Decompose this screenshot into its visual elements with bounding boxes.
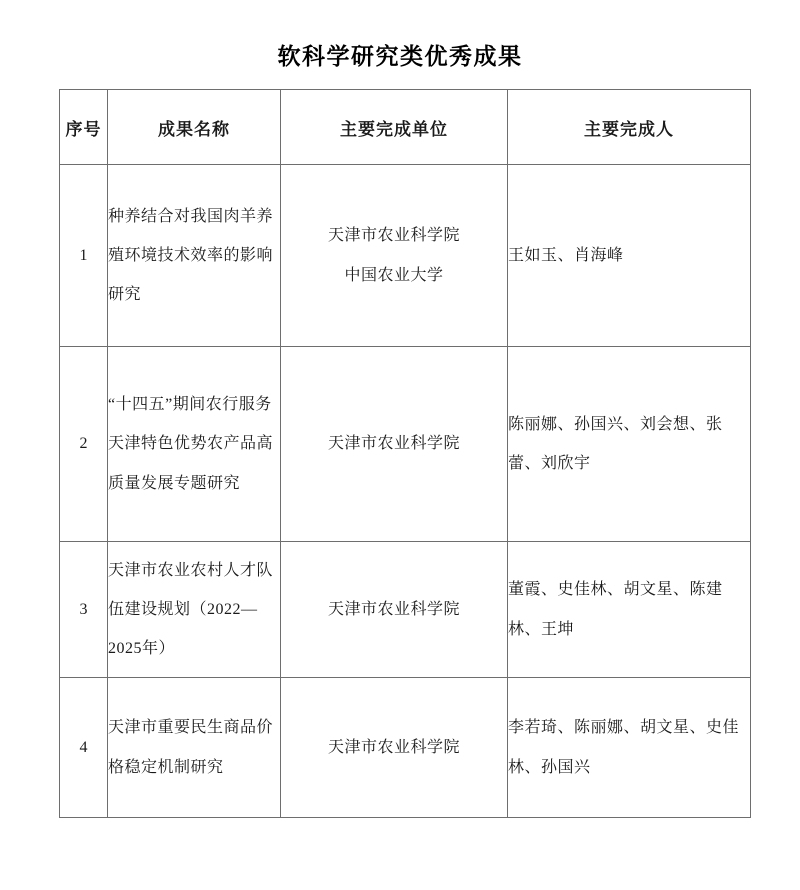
cell-name: 种养结合对我国肉羊养殖环境技术效率的影响研究 bbox=[108, 165, 281, 347]
cell-unit bbox=[281, 165, 508, 347]
cell-unit bbox=[281, 347, 508, 542]
cell-seq: 3 bbox=[60, 542, 108, 678]
cell-unit-line: 中国农业大学 bbox=[344, 266, 444, 284]
cell-unit-line: 天津市农业科学院 bbox=[327, 435, 460, 453]
page-title: 软科学研究类优秀成果 bbox=[277, 43, 523, 69]
cell-unit-line: 天津市农业科学院 bbox=[327, 738, 460, 756]
table-row bbox=[60, 678, 751, 818]
cell-unit-line: 天津市农业科学院 bbox=[327, 227, 460, 245]
table-row bbox=[60, 347, 751, 542]
cell-person: 董霞、史佳林、胡文星、陈建林、王坤 bbox=[508, 542, 751, 678]
table-header-row bbox=[60, 90, 751, 165]
results-table-container bbox=[59, 89, 750, 818]
cell-name: 天津市重要民生商品价格稳定机制研究 bbox=[108, 678, 281, 818]
cell-unit-line: 天津市农业科学院 bbox=[327, 600, 460, 618]
cell-person: 李若琦、陈丽娜、胡文星、史佳林、孙国兴 bbox=[508, 678, 751, 818]
column-header-person: 主要完成人 bbox=[508, 90, 751, 165]
cell-seq: 4 bbox=[60, 678, 108, 818]
cell-unit bbox=[281, 542, 508, 678]
column-header-seq: 序号 bbox=[60, 90, 108, 165]
table-row bbox=[60, 165, 751, 347]
cell-person: 陈丽娜、孙国兴、刘会想、张蕾、刘欣宇 bbox=[508, 347, 751, 542]
results-table bbox=[59, 89, 751, 818]
cell-name: “十四五”期间农行服务天津特色优势农产品高质量发展专题研究 bbox=[108, 347, 281, 542]
cell-seq: 2 bbox=[60, 347, 108, 542]
table-row bbox=[60, 542, 751, 678]
cell-name: 天津市农业农村人才队伍建设规划（2022— 2025年） bbox=[108, 542, 281, 678]
column-header-unit: 主要完成单位 bbox=[281, 90, 508, 165]
cell-seq: 1 bbox=[60, 165, 108, 347]
cell-unit bbox=[281, 678, 508, 818]
cell-person: 王如玉、肖海峰 bbox=[508, 165, 751, 347]
column-header-name: 成果名称 bbox=[108, 90, 281, 165]
